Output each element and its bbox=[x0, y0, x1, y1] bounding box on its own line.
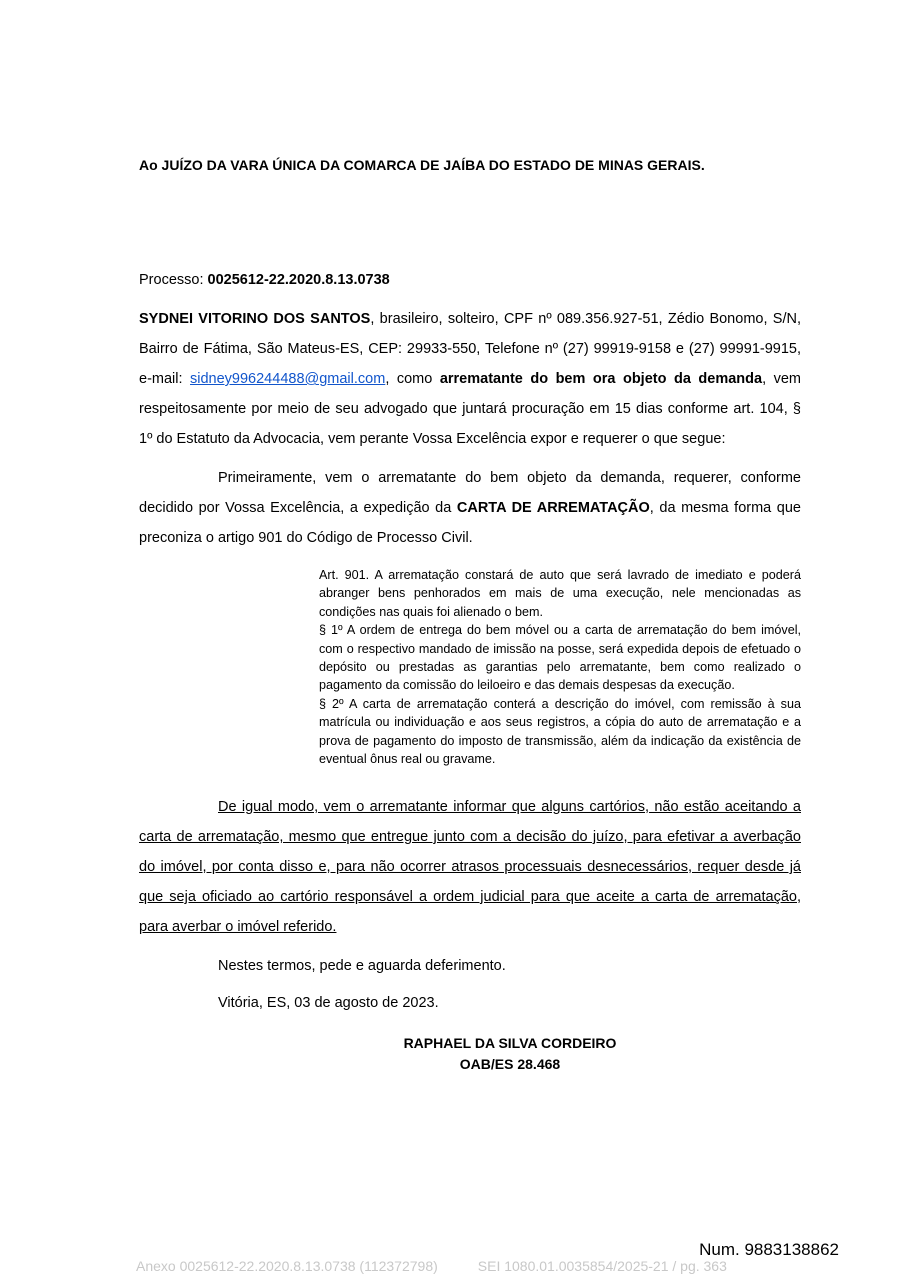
intro-text-3: , vem respeitosamente por meio de seu advogado que juntará procuração em 15 dias conforme art. 104, § 1º do Estatuto da Advocacia, vem perante Vossa Excelência expor e requerer o que segue: bbox=[139, 371, 801, 447]
document-number: Num. 9883138862 bbox=[699, 1240, 839, 1259]
intro-paragraph bbox=[139, 304, 801, 454]
intro-bold: arrematante do bem ora objeto da demanda bbox=[439, 371, 763, 387]
quote-paragraph-1: § 1º A ordem de entrega do bem móvel ou a carta de arrematação do bem imóvel, com o respectivo mandado de imissão na posse, será expedida depois de efetuado o depósito ou prestadas as garantias pelo arrematante, bem como realizado o pagamento da comissão do leiloeiro e das demais despesas da execução. bbox=[319, 623, 801, 693]
closing-request: Nestes termos, pede e aguarda deferimento. bbox=[218, 958, 506, 974]
signer-name: RAPHAEL DA SILVA CORDEIRO bbox=[403, 1035, 617, 1051]
closing-date: Vitória, ES, 03 de agosto de 2023. bbox=[218, 995, 439, 1011]
request-paragraph bbox=[139, 463, 801, 553]
email-link[interactable]: sidney996244488@gmail.com bbox=[190, 371, 386, 387]
intro-text-1: , brasileiro, solteiro, CPF nº 089.356.927-51, Zédio Bonomo, S/N, Bairro de Fátima, São Mateus-ES, CEP: 29933-550, Telefone nº (27) 99919-9158 e (27) 99991-9915, e-mail: bbox=[139, 311, 802, 387]
notice-paragraph bbox=[139, 792, 801, 942]
process-line bbox=[139, 270, 801, 290]
legal-quote bbox=[319, 566, 801, 768]
signer-oab: OAB/ES 28.468 bbox=[459, 1056, 561, 1072]
request-text-2: , da mesma forma que preconiza o artigo 901 do Código de Processo Civil. bbox=[139, 500, 801, 546]
addressee-heading: Ao JUÍZO DA VARA ÚNICA DA COMARCA DE JAÍBA DO ESTADO DE MINAS GERAIS. bbox=[139, 157, 705, 173]
party-name: SYDNEI VITORINO DOS SANTOS bbox=[139, 311, 371, 327]
footer-annex: Anexo 0025612-22.2020.8.13.0738 (112372798) bbox=[136, 1258, 438, 1274]
process-label: Processo: bbox=[139, 272, 208, 288]
intro-text-2: , como bbox=[385, 371, 440, 387]
request-bold: CARTA DE ARREMATAÇÃO bbox=[456, 500, 650, 516]
footer-sei: SEI 1080.01.0035854/2025-21 / pg. 363 bbox=[477, 1258, 727, 1274]
notice-text: De igual modo, vem o arrematante informar que alguns cartórios, não estão aceitando a carta de arrematação, mesmo que entregue junto com a decisão do juízo, para efetivar a averbação do imóvel, por conta disso e, para não ocorrer atrasos processuais desnecessários, requer desde já que seja oficiado ao cartório responsável a ordem judicial para que aceite a carta de arrematação, para averbar o imóvel referido. bbox=[139, 799, 801, 935]
request-text-1: Primeiramente, vem o arrematante do bem objeto da demanda, requerer, conforme decidido por Vossa Excelência, a expedição da bbox=[139, 470, 801, 516]
quote-paragraph-2: § 2º A carta de arrematação conterá a descrição do imóvel, com remissão à sua matrícula ou individuação e aos seus registros, a cópia do auto de arrematação e a prova de pagamento do imposto de transmissão, além da indicação da existência de eventual ônus real ou gravame. bbox=[319, 696, 801, 767]
page-footer bbox=[136, 1257, 836, 1275]
quote-article: Art. 901. A arrematação constará de auto que será lavrado de imediato e poderá abranger bens penhorados em mais de uma execução, nele mencionadas as condições nas quais foi alienado o bem. bbox=[319, 568, 801, 619]
process-number: 0025612-22.2020.8.13.0738 bbox=[207, 272, 390, 288]
signature-block bbox=[340, 1033, 680, 1075]
